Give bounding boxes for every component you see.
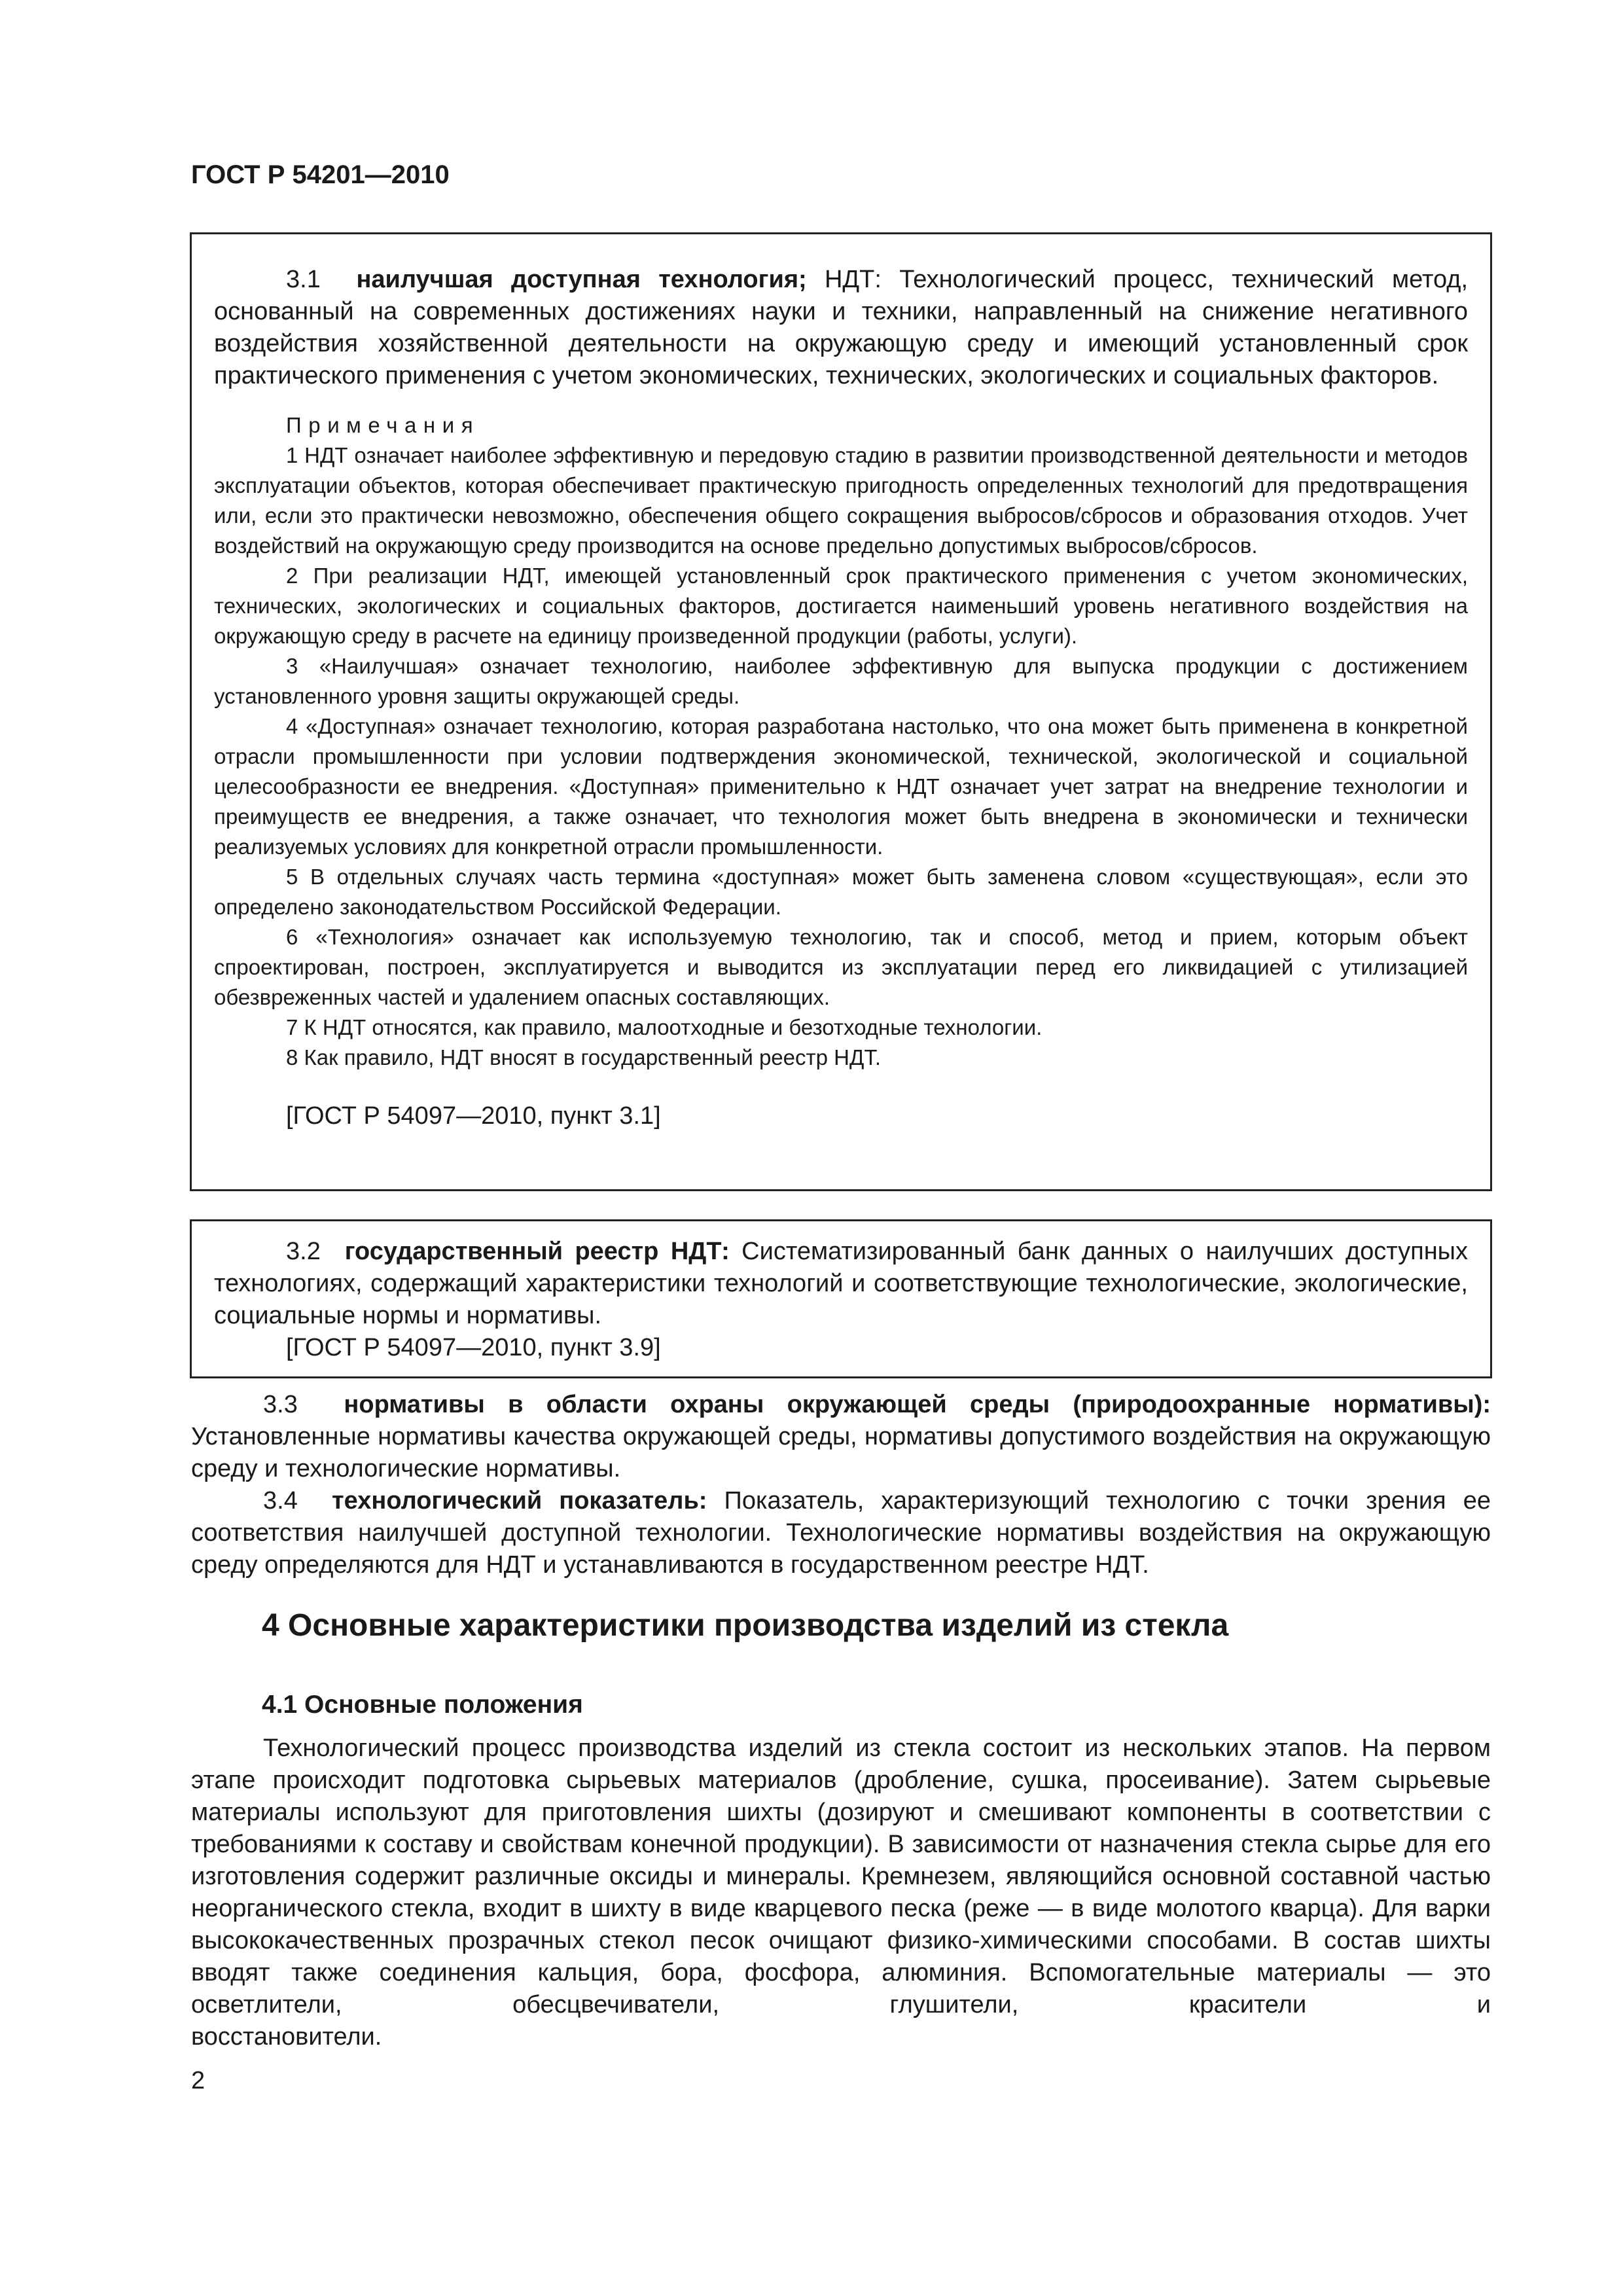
section-4-title: 4 Основные характеристики производства изделий из стекла (262, 1608, 1229, 1643)
note-6: 6 «Технология» означает как используемую технологию, так и способ, метод и прием, которым объект спроектирован, построен, эксплуатируется и выводится из эксплуатации перед его ликвидацией с утилизацией обезвреженных частей и удалением опасных составляющих. (214, 925, 1468, 1009)
section-4-1-body (191, 1732, 1491, 2053)
document-header: ГОСТ Р 54201—2010 (191, 160, 450, 189)
note-8: 8 Как правило, НДТ вносят в государственный реестр НДТ. (286, 1045, 881, 1069)
term-number: 3.2 (286, 1238, 321, 1265)
term-number: 3.4 (263, 1487, 298, 1515)
term-3-2-definition (214, 1236, 1468, 1332)
term-3-1-definition (214, 264, 1468, 392)
note-4: 4 «Доступная» означает технологию, которая разработана настолько, что она может быть применена в конкретной отрасли промышленности при условии подтверждения экономической, технической, экологической и социальной целесообразности ее внедрения. «Доступная» применительно к НДТ означает учет затрат на внедрение технологии и преимуществ ее внедрения, а также означает, что технология может быть внедрена в экономически и технически реализуемых условиях для конкретной отрасли промышленности. (214, 714, 1468, 859)
note-1: 1 НДТ означает наиболее эффективную и передовую стадию в развитии производственной деятельности и методов эксплуатации объектов, которая обеспечивает практическую пригодность определенных технологий для предотвращения или, если это практически невозможно, обеспечения общего сокращения выбросов/сбросов и образования отходов. Учет воздействий на окружающую среду производится на основе предельно допустимых выбросов/сбросов. (214, 443, 1468, 558)
term-3-1-box (190, 232, 1492, 1191)
term-number: 3.1 (286, 266, 321, 293)
term-3-2-box (190, 1219, 1492, 1378)
term-3-4-definition (191, 1485, 1491, 1581)
note-2: 2 При реализации НДТ, имеющей установленный срок практического применения с учетом экономических, технических, экологических и социальных факторов, достигается наименьший уровень негативного воздействия на окружающую среду в расчете на единицу произведенной продукции (работы, услуги). (214, 564, 1468, 648)
section-4-1-paragraph: Технологический процесс производства изделий из стекла состоит из нескольких этапов. На первом этапе происходит подготовка сырьевых материалов (дробление, сушка, просеивание). Затем сырьевые материалы используют для приготовления шихты (дозируют и смешивают компоненты в соответствии с требованиями к составу и свойствам конечной продукции). В зависимости от назначения стекла сырье для его изготовления содержит различные оксиды и минералы. Кремнезем, являющийся основной составной частью неорганического стекла, входит в шихту в виде кварцевого песка (реже — в виде молотого кварца). Для варки высококачественных прозрачных стекол песок очищают физико-химическими способами. В состав шихты вводят также соединения кальция, бора, фосфора, алюминия. Вспомогательные материалы — это осветлители, обесцвечиватели, глушители, красители и (191, 1734, 1491, 2018)
term-name: государственный реестр НДТ: (344, 1238, 730, 1265)
note-7: 7 К НДТ относятся, как правило, малоотходные и безотходные технологии. (286, 1015, 1043, 1039)
term-name: наилучшая доступная технология; (356, 266, 807, 293)
section-4-1-paragraph-end: восстановители. (191, 2023, 382, 2051)
note-3: 3 «Наилучшая» означает технологию, наиболее эффективную для выпуска продукции с достижением установленного уровня защиты окружающей среды. (214, 654, 1468, 708)
term-text: Установленные нормативы качества окружающей среды, нормативы допустимого воздействия на окружающую среду и технологические нормативы. (191, 1423, 1491, 1482)
term-3-2-source: [ГОСТ Р 54097—2010, пункт 3.9] (286, 1334, 661, 1361)
term-name: технологический показатель: (331, 1487, 707, 1515)
term-3-1-source: [ГОСТ Р 54097—2010, пункт 3.1] (286, 1102, 661, 1130)
subsection-4-1-title: 4.1 Основные положения (262, 1691, 583, 1719)
term-text: Систематизированный банк данных о наилучших доступных технологиях, содержащий характеристики технологий и соответствующие технологические, экологические, социальные нормы и нормативы. (214, 1238, 1468, 1329)
term-text: НДТ: Технологический процесс, технический метод, основанный на современных достижениях науки и техники, направленный на снижение негативного воздействия хозяйственной деятельности на окружающую среду и имеющий установленный срок практического применения с учетом экономических, технических, экологических и социальных факторов. (214, 266, 1469, 389)
page-number: 2 (191, 2067, 205, 2094)
terms-continued (191, 1389, 1491, 1581)
term-text: Показатель, характеризующий технологию с точки зрения ее соответствия наилучшей доступной технологии. Технологические нормативы воздействия на окружающую среду определяются для НДТ и устанавливаются в государственном реестре НДТ. (191, 1487, 1491, 1579)
notes-title: Примечания (286, 413, 480, 437)
term-name: нормативы в области охраны окружающей среды (природоохранные нормативы): (344, 1391, 1491, 1418)
term-number: 3.3 (263, 1391, 298, 1418)
note-5: 5 В отдельных случаях часть термина «доступная» может быть заменена словом «существующая», если это определено законодательством Российской Федерации. (214, 865, 1468, 919)
term-3-3-definition (191, 1389, 1491, 1485)
